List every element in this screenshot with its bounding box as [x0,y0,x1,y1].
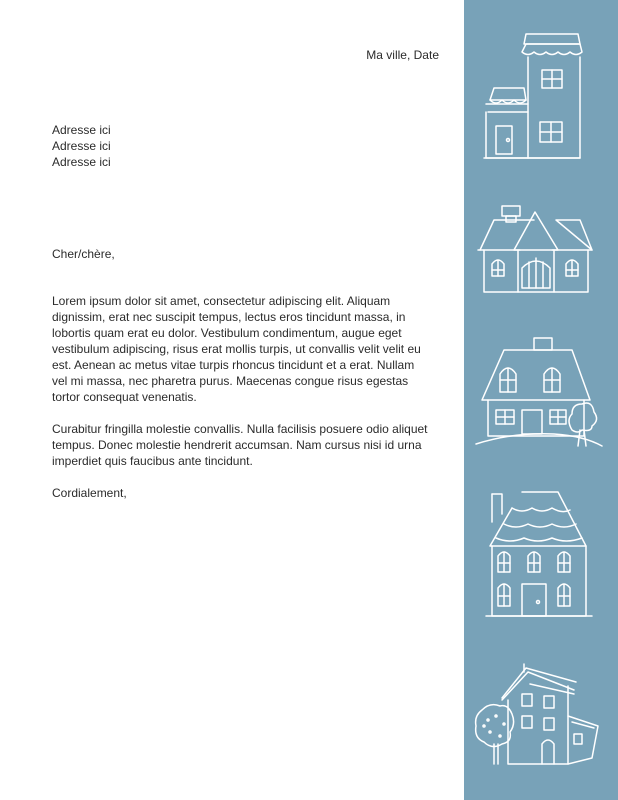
closing: Cordialement, [52,486,127,500]
tall-house-icon [480,30,584,162]
address-line: Adresse ici [52,155,111,169]
letter-body [52,293,432,485]
gabled-house-icon [476,202,594,298]
decorative-sidebar [464,0,618,800]
house-with-tree-icon [470,660,600,770]
three-storey-house-icon [482,488,594,624]
date-line: Ma ville, Date [366,48,439,62]
address-block [52,122,111,170]
body-paragraph: Lorem ipsum dolor sit amet, consectetur adipiscing elit. Aliquam dignissim, erat nec suscipit tempus, lectus eros tincidunt massa, in lobortis quam erat eu dolor. Vestibulum condimentum, augue eget vestibulum adipiscing, risus erat mollis turpis, ut convallis velit velit eu est. Aenean ac metus vitae turpis rhoncus tincidunt et a erat. Nullam vel mi massa, nec pharetra purus. Maecenas congue risus egestas tortor consequat venenatis. [52,294,421,404]
cottage-with-tree-icon [474,334,604,450]
salutation: Cher/chère, [52,247,115,261]
address-line: Adresse ici [52,139,111,153]
address-line: Adresse ici [52,123,111,137]
body-paragraph: Curabitur fringilla molestie convallis. Nulla facilisis posuere odio aliquet tempus. Donec molestie hendrerit accumsan. Nam cursus nisi id urna imperdiet quis faucibus ante tincidunt. [52,422,428,468]
